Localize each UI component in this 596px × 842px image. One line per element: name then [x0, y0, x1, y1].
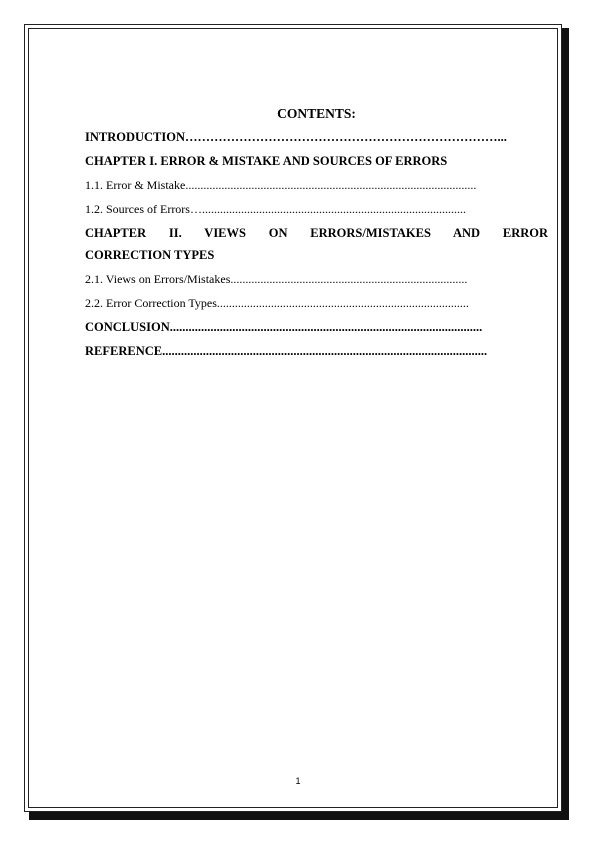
page-number: 1 [295, 776, 301, 786]
table-of-contents [85, 104, 548, 367]
toc-entry-chapter-2 [85, 222, 548, 266]
toc-title: CONTENTS: [277, 106, 356, 121]
toc-entry-chapter-2-line2: CORRECTION TYPES [85, 248, 215, 262]
toc-entry-chapter-1: CHAPTER I. ERROR & MISTAKE AND SOURCES OF ERRORS [85, 154, 448, 168]
toc-entry-reference: REFERENCE........................................................................................................ [85, 344, 488, 358]
toc-entry-2-1: 2.1. Views on Errors/Mistakes............................................................................... [85, 272, 468, 286]
toc-entry-introduction: INTRODUCTION…………………………………………………………………... [85, 130, 507, 144]
toc-entry-conclusion: CONCLUSION.................................................................................................... [85, 320, 483, 334]
toc-entry-1-2: 1.2. Sources of Errors…........................................................................................ [85, 202, 466, 216]
toc-entry-chapter-2-line1: CHAPTER II. VIEWS ON ERRORS/MISTAKES AND ERROR [85, 226, 548, 240]
toc-entry-2-2: 2.2. Error Correction Types.................................................................................... [85, 296, 469, 310]
toc-entry-1-1: 1.1. Error & Mistake................................................................................................. [85, 178, 477, 192]
